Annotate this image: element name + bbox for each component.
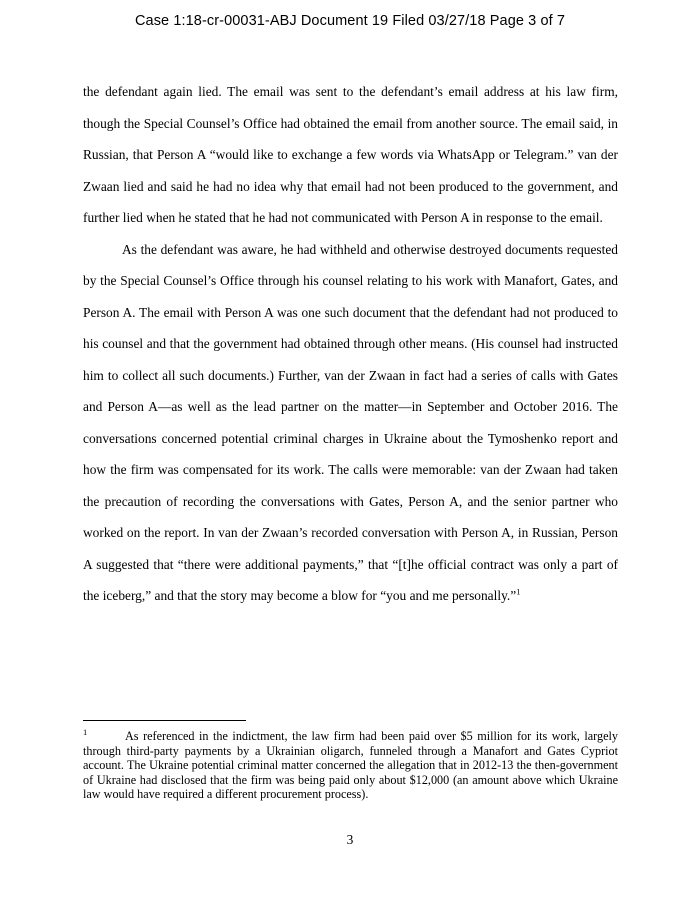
footnote-reference: 1 bbox=[516, 586, 521, 597]
case-header-text: Case 1:18-cr-00031-ABJ Document 19 Filed 03/27/18 Page 3 of 7 bbox=[134, 13, 566, 29]
footnote-text: As referenced in the indictment, the law firm had been paid over $5 million for its work, largely through third-party payments by a Ukrainian oligarch, funneled through a Manafort and Gates Cypriot account. The Ukraine potential criminal matter concerned the allegation that in 2012-13 the then-government of Ukraine had disclosed that the firm was being paid only about $12,000 (an amount above which Ukraine law would have required a different procurement process). bbox=[83, 729, 618, 802]
footnote: 1 As referenced in the indictment, the law firm had been paid over $5 million for its work, largely through third-party payments by a Ukrainian oligarch, funneled through a Manafort and Gates Cypriot account. The Ukraine potential criminal matter concerned the allegation that in 2012-13 the then-government of Ukraine had disclosed that the firm was being paid only about $12,000 (an amount above which Ukraine law would have required a different procurement process). bbox=[83, 726, 618, 802]
footnote-divider bbox=[83, 720, 246, 721]
paragraph-1-text: the defendant again lied. The email was sent to the defendant’s email address at his law firm, though the Special Counsel’s Office had obtained the email from another source. The email said, in Russian, that Person A “would like to exchange a few words via WhatsApp or Telegram.” van der Zwaan lied and said he had no idea why that email had not been produced to the government, and further lied when he stated that he had not communicated with Person A in response to the email. bbox=[83, 84, 618, 225]
paragraph-2-text: As the defendant was aware, he had withheld and otherwise destroyed documents requested by the Special Counsel’s Office through his counsel relating to his work with Manafort, Gates, and Person A. The email with Person A was one such document that the defendant had not produced to his counsel and that the government had obtained through other means. (His counsel had instructed him to collect all such documents.) Further, van der Zwaan in fact had a series of calls with Gates and Person A—as well as the lead partner on the matter—in September and October 2016. The conversations concerned potential criminal charges in Ukraine about the Tymoshenko report and how the firm was compensated for its work. The calls were memorable: van der Zwaan had taken the precaution of recording the conversations with Gates, Person A, and the senior partner who worked on the report. In van der Zwaan’s recorded conversation with Person A, in Russian, Person A suggested that “there were additional payments,” that “[t]he official contract was only a part of the iceberg,” and that the story may become a blow for “you and me personally.” bbox=[83, 241, 618, 603]
document-body bbox=[83, 76, 618, 612]
paragraph-2 bbox=[83, 234, 618, 612]
case-header bbox=[0, 13, 700, 29]
page-number-text: 3 bbox=[346, 832, 354, 847]
paragraph-1 bbox=[83, 76, 618, 234]
page-number bbox=[0, 832, 700, 848]
